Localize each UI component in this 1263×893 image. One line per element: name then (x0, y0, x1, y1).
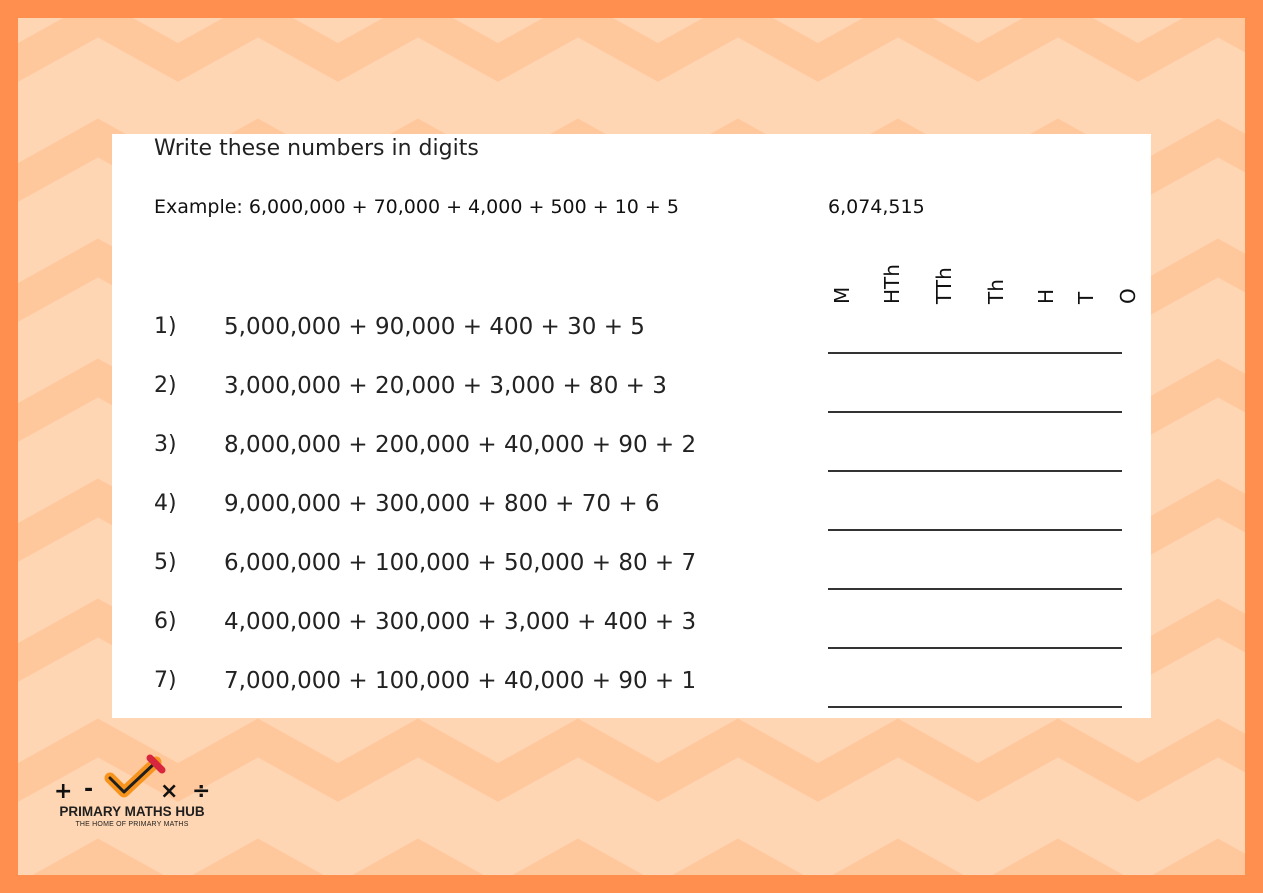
question-row-7 (112, 668, 1151, 708)
question-row-4 (112, 491, 1151, 531)
place-value-header: M (830, 286, 854, 304)
question-number: 2) (154, 373, 177, 398)
answer-line[interactable] (828, 411, 1122, 413)
answer-line[interactable] (828, 706, 1122, 708)
question-row-3 (112, 432, 1151, 472)
worksheet-example: Example: 6,000,000 + 70,000 + 4,000 + 500 + 10 + 5 (154, 196, 679, 218)
question-expression: 8,000,000 + 200,000 + 40,000 + 90 + 2 (224, 432, 697, 458)
worksheet-title: Write these numbers in digits (154, 136, 479, 161)
place-value-header: O (1116, 288, 1140, 304)
logo-name: PRIMARY MATHS HUB (59, 804, 205, 819)
question-expression: 9,000,000 + 300,000 + 800 + 70 + 6 (224, 491, 660, 517)
logo-symbols (44, 748, 224, 806)
question-row-6 (112, 609, 1151, 649)
place-value-header: T (1074, 291, 1098, 304)
question-number: 6) (154, 609, 177, 634)
question-expression: 6,000,000 + 100,000 + 50,000 + 80 + 7 (224, 550, 697, 576)
minus-symbol: - (84, 777, 94, 802)
question-expression: 3,000,000 + 20,000 + 3,000 + 80 + 3 (224, 373, 667, 399)
answer-line[interactable] (828, 588, 1122, 590)
answer-line[interactable] (828, 352, 1122, 354)
multiply-symbol: × (160, 779, 179, 804)
worksheet-card (112, 134, 1151, 718)
question-row-2 (112, 373, 1151, 413)
place-value-header: H (1034, 288, 1058, 304)
worksheet-example-answer: 6,074,515 (828, 196, 925, 218)
question-expression: 5,000,000 + 90,000 + 400 + 30 + 5 (224, 314, 645, 340)
answer-line[interactable] (828, 529, 1122, 531)
question-number: 7) (154, 668, 177, 693)
logo-tagline: THE HOME OF PRIMARY MATHS (75, 821, 189, 828)
question-number: 5) (154, 550, 177, 575)
place-value-header: HTh (880, 264, 904, 304)
checkmark-pencil-icon (110, 758, 162, 792)
plus-symbol: + (54, 779, 73, 804)
answer-line[interactable] (828, 647, 1122, 649)
divide-symbol: ÷ (192, 779, 211, 804)
question-row-5 (112, 550, 1151, 590)
question-number: 4) (154, 491, 177, 516)
place-value-headers (812, 234, 1142, 304)
place-value-header: Th (984, 279, 1008, 304)
primary-maths-hub-logo (44, 748, 224, 836)
question-number: 1) (154, 314, 177, 339)
question-number: 3) (154, 432, 177, 457)
question-expression: 4,000,000 + 300,000 + 3,000 + 400 + 3 (224, 609, 697, 635)
place-value-header: TTh (932, 267, 956, 304)
question-row-1 (112, 314, 1151, 354)
question-expression: 7,000,000 + 100,000 + 40,000 + 90 + 1 (224, 668, 697, 694)
answer-line[interactable] (828, 470, 1122, 472)
